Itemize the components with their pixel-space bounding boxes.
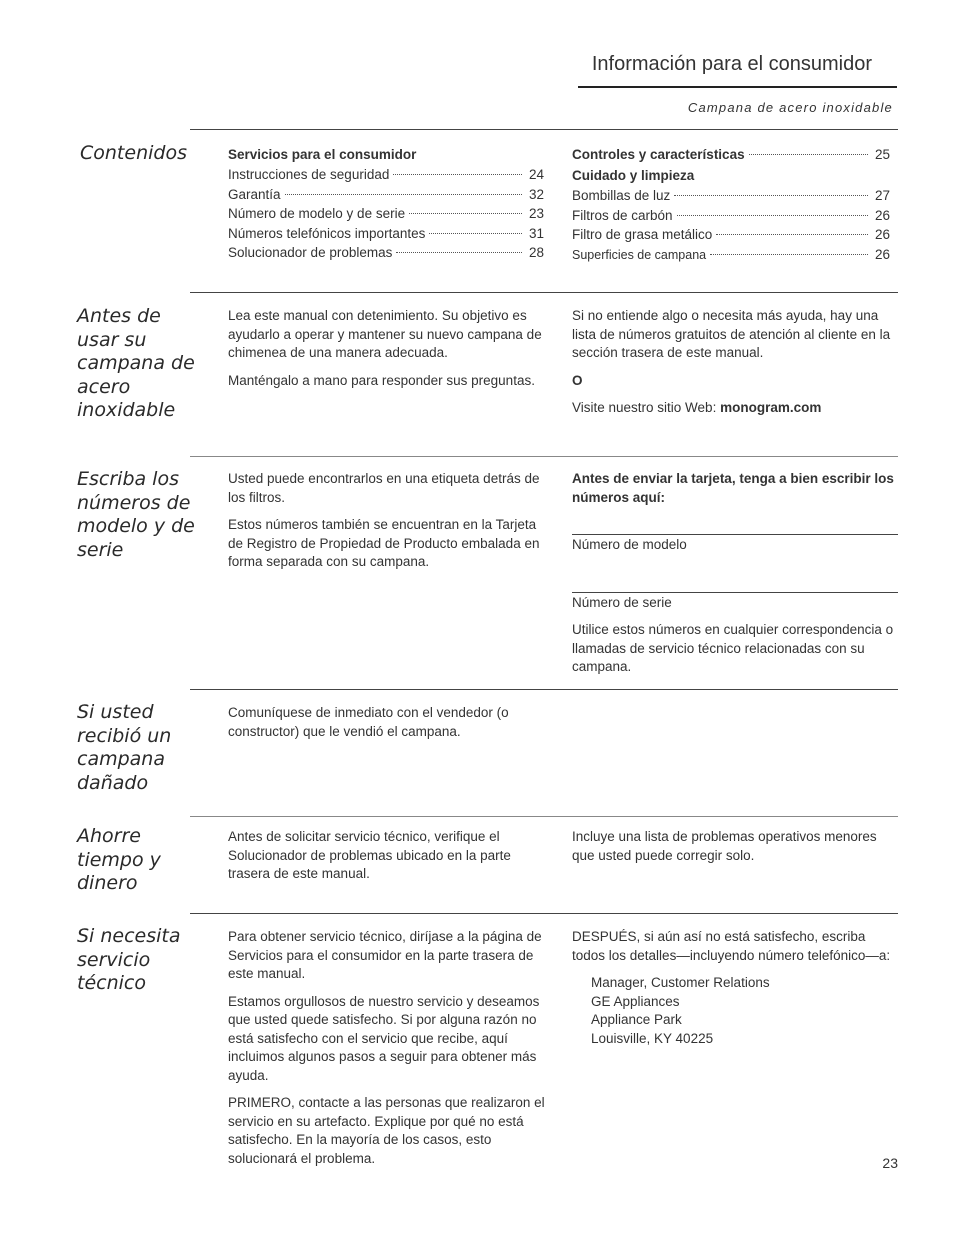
toc-entry-label: Números telefónicos importantes [228,225,426,241]
toc-entry[interactable] [572,144,892,165]
before-use-title: Antes de usar su campana de acero inoxidable [77,305,195,421]
toc-leader-dots [393,174,522,175]
toc-entry[interactable] [572,245,892,266]
toc-entry[interactable] [228,243,546,263]
toc-entry-page: 27 [874,188,890,203]
address-line: Manager, Customer Relations [591,975,770,990]
toc-entry-page: 23 [528,206,544,221]
toc-entry-page: 26 [874,246,890,262]
toc-entry-page: 26 [874,227,890,242]
write-numbers-title: Escriba los números de modelo y de serie [77,468,195,561]
contents-left-heading: Servicios para el consumidor [228,147,417,162]
website-prefix: Visite nuestro sitio Web: [572,400,721,415]
save-right-column [572,828,898,874]
page-header-title: Información para el consumidor [591,53,872,75]
service-left-column [228,928,553,1177]
section-divider [190,292,898,293]
toc-leader-dots [716,234,868,235]
toc-entry-page: 31 [528,225,544,241]
toc-leader-dots [749,154,868,155]
section-divider [190,913,898,914]
before-use-or: O [572,372,583,388]
save-title: Ahorre tiempo y dinero [77,825,161,894]
toc-entry[interactable] [572,206,892,226]
before-use-right-column [572,307,898,427]
toc-entry-label: Filtros de carbón [572,207,673,223]
section-divider [190,456,898,457]
write-numbers-left-column [228,470,553,581]
toc-entry-page: 26 [874,207,890,223]
section-divider [190,129,898,130]
contents-title: Contenidos [80,142,187,164]
before-use-left-column [228,307,553,399]
service-right-paragraph: DESPUÉS, si aún así no está satisfecho, escriba todos los detalles—incluyendo número telefónico—a: [572,929,891,963]
toc-entry-label: Filtro de grasa metálico [572,227,713,242]
toc-leader-dots [285,194,522,195]
before-use-help-text: Si no entiende algo o necesita más ayuda, hay una lista de números gratuitos de atención al cliente en la sección trasera de este manual. [572,308,891,360]
address-line: Appliance Park [591,1012,682,1027]
toc-leader-dots [677,215,868,216]
mailing-address [591,974,892,1048]
service-paragraph: Estamos orgullosos de nuestro servicio y deseamos que usted quede satisfecho. Si por alguna razón no está satisfecho con el servicio que recibe, aquí incluimos algunos pasos a seguir para obtener más ayuda. [228,993,540,1083]
save-right-paragraph: Incluye una lista de problemas operativos menores que usted puede corregir solo. [572,829,877,863]
toc-entry-label: Instrucciones de seguridad [228,167,390,182]
contents-right-heading: Cuidado y limpieza [572,168,695,183]
before-use-website-line [572,399,898,418]
toc-entry[interactable] [572,225,892,245]
damaged-paragraph: Comuníquese de inmediato con el vendedor (o constructor) que le vendió el campana. [228,705,509,739]
service-paragraph: Para obtener servicio técnico, diríjase a la página de Servicios para el consumidor en la parte trasera de este manual. [228,929,542,981]
section-divider [190,816,898,817]
toc-leader-dots [674,195,868,196]
damaged-title: Si usted recibió un campana dañado [77,701,172,794]
contents-right-column [572,144,892,265]
page-header-subtitle: Campana de acero inoxidable [687,100,893,115]
service-right-column [572,928,892,1048]
header-divider [578,86,897,88]
toc-leader-dots [710,254,868,255]
address-line: Louisville, KY 40225 [591,1030,714,1046]
toc-entry-page: 25 [874,147,890,162]
toc-entry-label: Superficies de campana [572,247,707,262]
toc-entry-label: Bombillas de luz [572,188,671,203]
website-link[interactable]: monogram.com [720,400,822,415]
write-numbers-usage-text: Utilice estos números en cualquier correspondencia o llamadas de servicio técnico relacionadas con su campana. [572,622,894,674]
damaged-left-column [228,704,528,750]
model-number-field[interactable] [572,534,898,535]
section-divider [190,689,898,690]
serial-number-field[interactable] [572,592,898,593]
write-numbers-paragraph: Estos números también se encuentran en la Tarjeta de Registro de Propiedad de Producto embalada en forma separada con su campana. [228,517,540,569]
contents-left-column [228,144,546,263]
toc-entry[interactable] [572,186,892,206]
toc-leader-dots [429,233,522,234]
toc-entry[interactable] [228,185,546,205]
before-use-paragraph: Manténgalo a mano para responder sus preguntas. [228,372,535,388]
page-number: 23 [882,1155,898,1171]
write-numbers-paragraph: Usted puede encontrarlos en una etiqueta detrás de los filtros. [228,471,540,505]
save-paragraph: Antes de solicitar servicio técnico, verifique el Solucionador de problemas ubicado en la parte trasera de este manual. [228,829,511,881]
address-line: GE Appliances [591,993,680,1009]
toc-entry-label: Número de modelo y de serie [228,206,406,221]
toc-entry[interactable] [228,204,546,224]
toc-entry[interactable] [228,224,546,244]
toc-entry-label: Garantía [228,186,281,202]
toc-entry-label: Controles y características [572,147,745,162]
before-use-paragraph: Lea este manual con detenimiento. Su objetivo es ayudarlo a operar y mantener su nuevo campana de chimenea de una manera adecuada. [228,308,542,360]
toc-leader-dots [396,252,522,253]
model-number-label: Número de modelo [572,537,687,552]
toc-leader-dots [409,213,522,214]
toc-entry[interactable] [228,165,546,185]
toc-entry-page: 32 [528,186,544,202]
write-numbers-right-column [572,470,898,686]
write-numbers-instruction: Antes de enviar la tarjeta, tenga a bien escribir los números aquí: [572,471,894,505]
service-title: Si necesita servicio técnico [77,925,181,994]
serial-number-label: Número de serie [572,594,672,610]
service-paragraph: PRIMERO, contacte a las personas que realizaron el servicio en su artefacto. Explique por qué no está satisfecho. En la mayoría de los casos, esto solucionará el problema. [228,1095,545,1166]
toc-entry-page: 24 [528,167,544,182]
save-left-column [228,828,543,893]
toc-entry-page: 28 [528,245,544,260]
toc-entry-label: Solucionador de problemas [228,245,393,260]
